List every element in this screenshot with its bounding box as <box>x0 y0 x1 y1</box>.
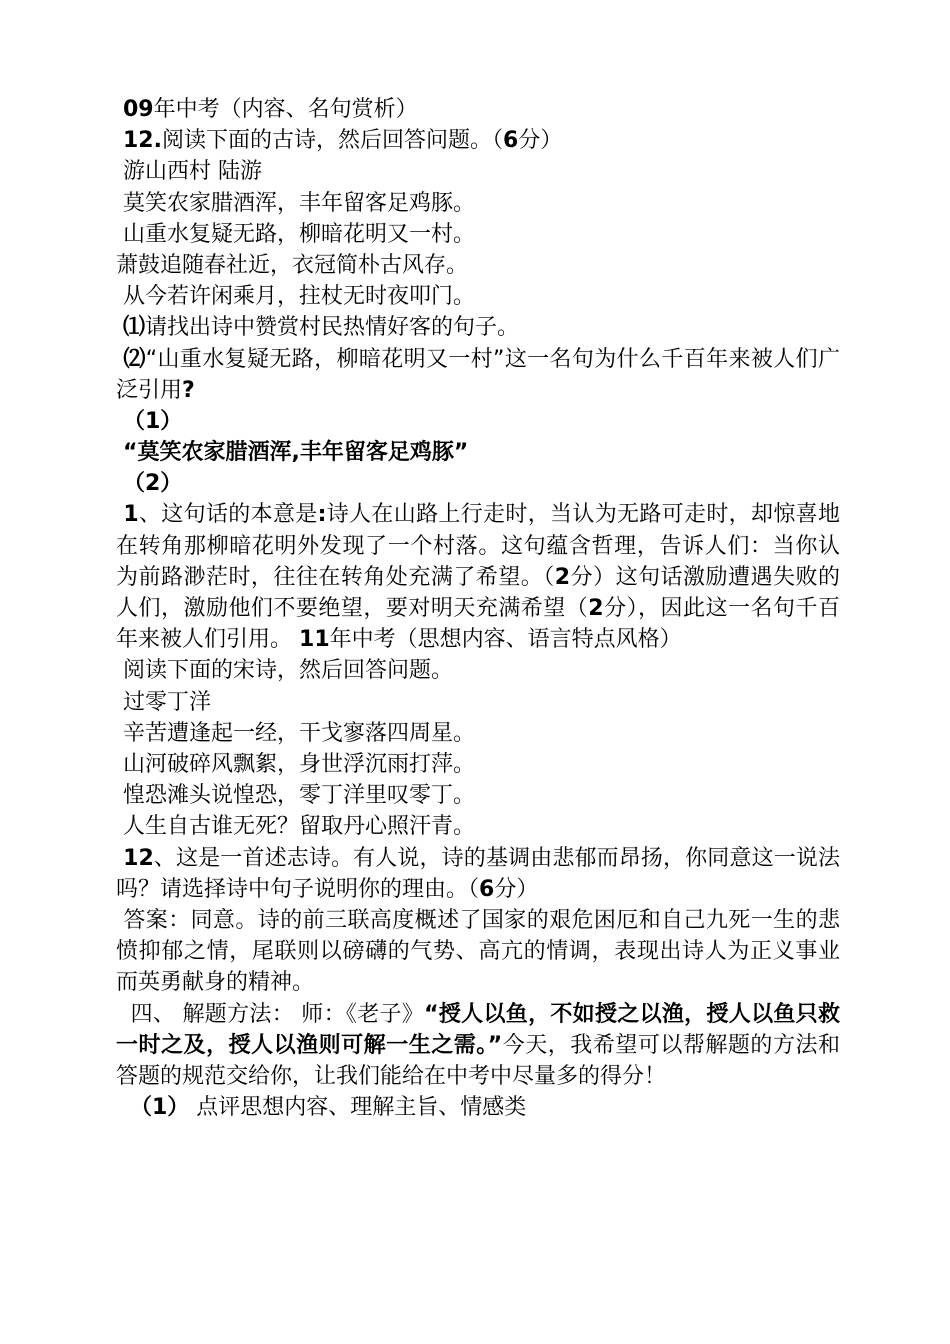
poem-title <box>116 156 840 187</box>
sub-question-marker: ⑴ <box>123 315 146 341</box>
sub-question-2 <box>116 344 840 406</box>
poem-line <box>116 219 840 250</box>
answer-text: 诗人在山路上行走时，当认为无路可走时，却惊喜地在转角那柳暗花明外发现了一个村落。这句蕴含哲理，告诉人们：当你认为前路渺茫时，往往在转角处充满了希望。（ <box>116 502 840 590</box>
answer-score: 2 <box>588 596 604 622</box>
answer-text: 分），因此这一名句千百年来被人们引用。 <box>116 596 840 653</box>
poem-line-text: 辛苦遭逢起一经，干戈寥落四周星。 <box>123 720 476 746</box>
question-12-prompt <box>116 125 840 156</box>
intro-text: 阅读下面的宋诗，然后回答问题。 <box>123 658 454 684</box>
question-score-unit: 分） <box>518 128 563 154</box>
question-score: 6 <box>503 128 519 154</box>
poem-line-text: 山重水复疑无路，柳暗花明又一村。 <box>123 221 476 247</box>
section-11-year: 11 <box>299 627 330 653</box>
answer-text: 、这句话的本意是 <box>138 502 318 528</box>
answer-text: 答案：同意。诗的前三联高度概述了国家的艰危困厄和自己九死一生的悲愤抑郁之情，尾联则以磅礴的气势、高亢的情调，表现出诗人为正义事业而英勇献身的精神。 <box>116 908 840 996</box>
answer-score: 2 <box>554 564 571 590</box>
answer-text: 分）这句话激励遭遇失败的人们，激励他们不要绝望，要对明天充满希望（ <box>116 564 840 622</box>
answer-1-label <box>116 406 840 437</box>
section-4-text: 今天，我希望可以帮解题的方法和答题的规范交给你，让我们能给在中考中尽量多的得分！ <box>116 1032 840 1090</box>
question-text: 、这是一首述志诗。有人说，诗的基调由悲郁而昂扬，你同意这一说法吗？请选择诗中句子说明你的理由。（ <box>116 845 840 902</box>
question-score-unit: 分） <box>494 876 539 902</box>
poem-line-text: 惶恐滩头说惶恐，零丁洋里叹零丁。 <box>123 783 476 809</box>
answer-number: 1 <box>123 502 139 528</box>
answer-colon: : <box>317 502 327 528</box>
answer-2-paragraph <box>116 499 840 655</box>
question-text: 阅读下面的古诗，然后回答问题。（ <box>161 128 503 154</box>
poem-line <box>116 718 840 749</box>
sub-question-marker: ⑵ <box>123 346 146 372</box>
sub-question-text: 请找出诗中赞赏村民热情好客的句子。 <box>145 315 520 341</box>
poem-line-text: 人生自古谁无死？留取丹心照汗青。 <box>123 814 476 840</box>
section-4-text: 四、 解题方法： 师：《老子》 <box>130 1001 425 1027</box>
heading-text: 年中考（内容、名句赏析） <box>153 97 418 122</box>
section-11-intro <box>116 655 840 686</box>
sub-question-1 <box>116 312 840 343</box>
method-item-label: （1） <box>130 1095 190 1121</box>
sub-question-text: “山重水复疑无路，柳暗花明又一村”这一名句为什么千百年来被人们广泛引用 <box>116 346 840 403</box>
answer-quote: “莫笑农家腊酒浑,丰年留客足鸡豚” <box>123 440 469 466</box>
answer-label: （1） <box>123 408 183 434</box>
poem-line-text: 莫笑农家腊酒浑，丰年留客足鸡豚。 <box>123 190 476 216</box>
poem-title-text: 过零丁洋 <box>123 689 212 715</box>
question-score: 6 <box>479 876 495 902</box>
poem-title <box>116 687 840 718</box>
poem-title-text: 游山西村 陆游 <box>123 159 262 185</box>
section-4-paragraph <box>116 999 840 1093</box>
poem-line <box>116 811 840 842</box>
answer-paragraph <box>116 905 840 999</box>
method-item-text: 点评思想内容、理解主旨、情感类 <box>189 1095 527 1121</box>
poem-line-text: 萧鼓追随春社近，衣冠简朴古风存。 <box>116 252 469 278</box>
document-page <box>116 94 840 1123</box>
poem-line <box>116 780 840 811</box>
answer-label: （2） <box>123 471 183 497</box>
poem-line <box>116 281 840 312</box>
poem-line-text: 山河破碎风飘絮，身世浮沉雨打萍。 <box>123 752 476 778</box>
sub-question-mark: ? <box>182 377 195 403</box>
poem-line <box>116 188 840 219</box>
poem-line <box>116 749 840 780</box>
section-09-heading <box>116 94 840 125</box>
laozi-quote: “授人以鱼，不如授之以渔，授人以鱼只救一时之及，授人以渔则可解一生之需。” <box>116 1001 840 1058</box>
poem-line <box>116 250 840 281</box>
heading-year: 09 <box>123 97 154 122</box>
question-12-b <box>116 843 840 905</box>
question-number: 12 <box>123 845 154 871</box>
answer-2-label <box>116 468 840 499</box>
question-number: 12. <box>123 128 162 154</box>
method-item-1 <box>116 1092 840 1123</box>
section-11-heading-text: 年中考（思想内容、语言特点风格） <box>329 627 682 653</box>
answer-1-text <box>116 437 840 468</box>
poem-line-text: 从今若许闲乘月，拄杖无时夜叩门。 <box>123 284 476 310</box>
